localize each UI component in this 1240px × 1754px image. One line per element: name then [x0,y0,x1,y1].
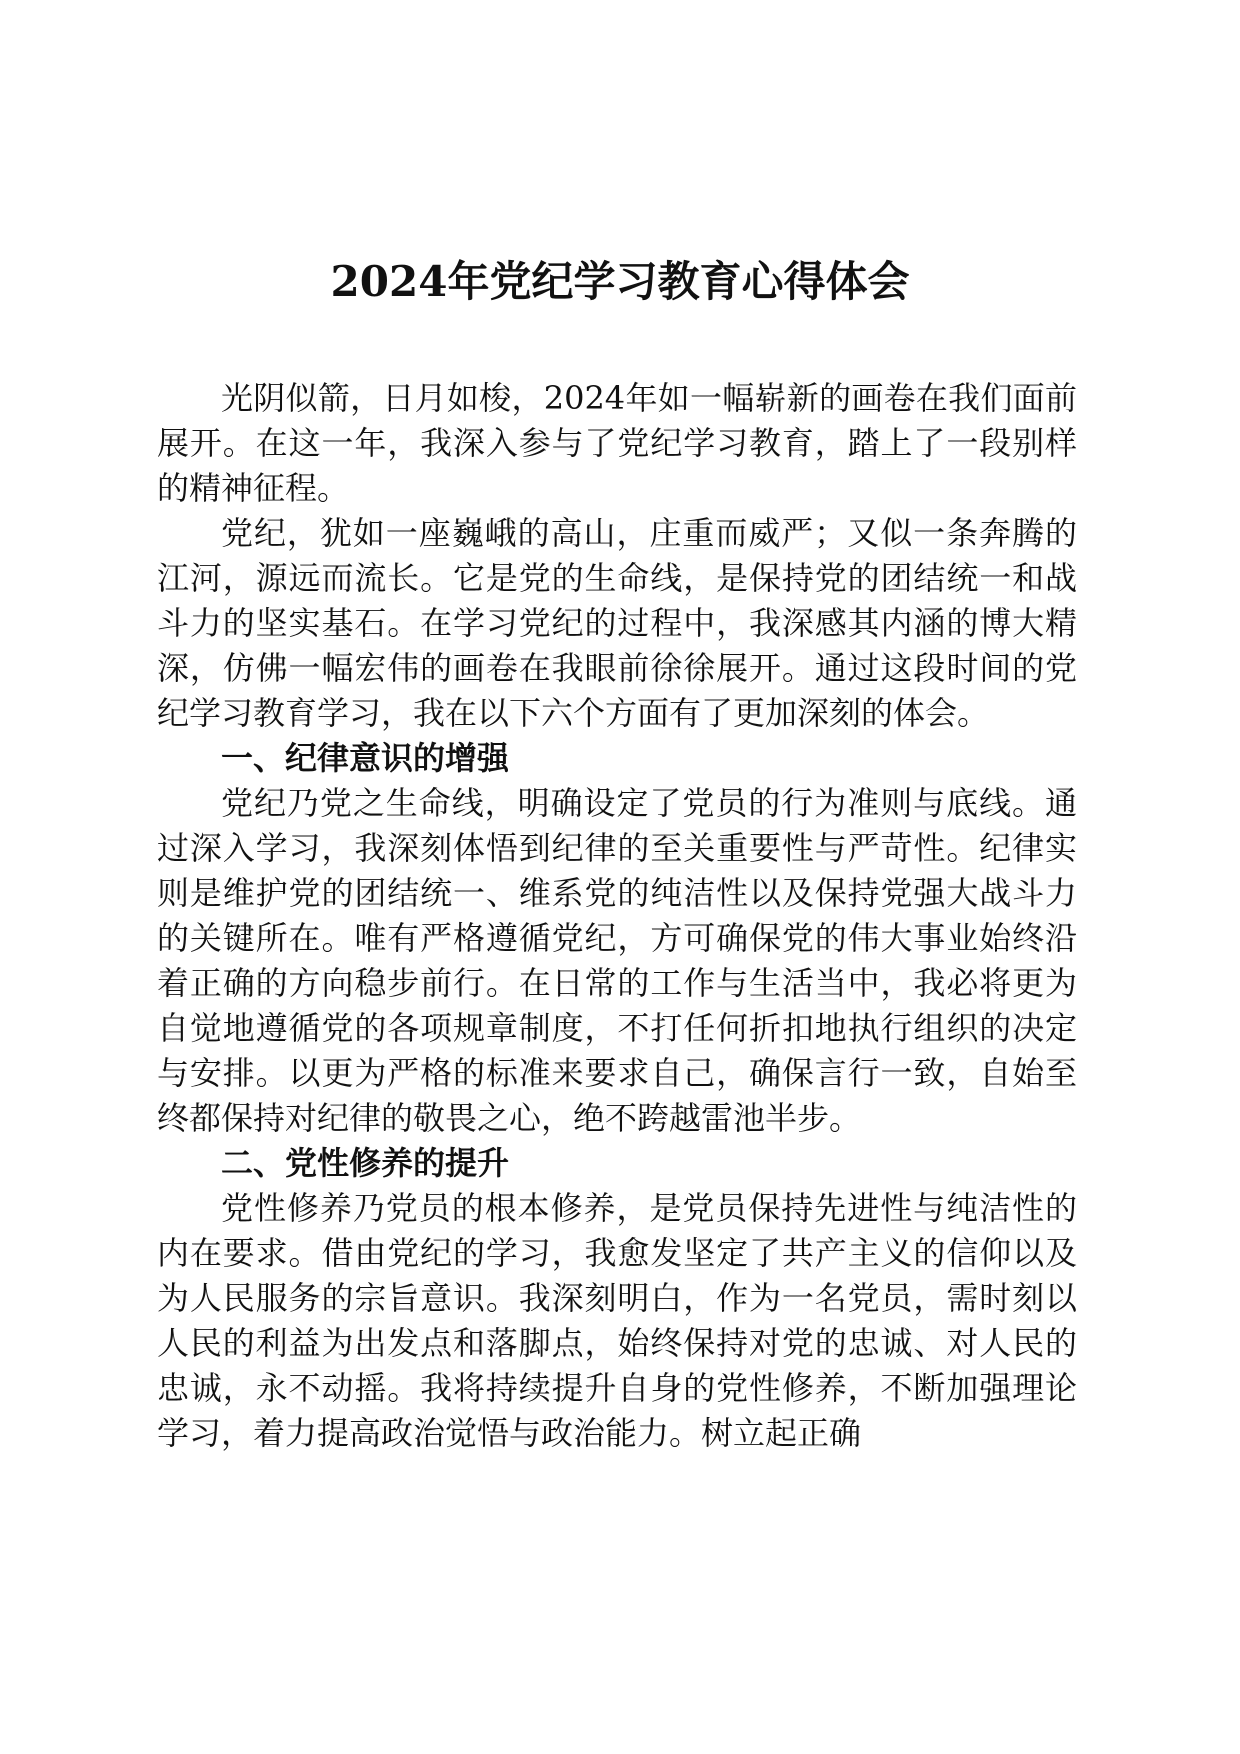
paragraph-overview: 党纪，犹如一座巍峨的高山，庄重而威严；又似一条奔腾的江河，源远而流长。它是党的生命线，是保持党的团结统一和战斗力的坚实基石。在学习党纪的过程中，我深感其内涵的博大精深，仿佛一幅宏伟的画卷在我眼前徐徐展开。通过这段时间的党纪学习教育学习，我在以下六个方面有了更加深刻的体会。 [157,514,1077,732]
section-heading-party-spirit: 二、党性修养的提升 [221,1144,510,1182]
section-text-party-spirit: 党性修养乃党员的根本修养，是党员保持先进性与纯洁性的内在要求。借由党纪的学习，我愈发坚定了共产主义的信仰以及为人民服务的宗旨意识。我深刻明白，作为一名党员，需时刻以人民的利益为出发点和落脚点，始终保持对党的忠诚、对人民的忠诚，永不动摇。我将持续提升自身的党性修养，不断加强理论学习，着力提高政治觉悟与政治能力。树立起正确 [157,1189,1077,1452]
paragraph-intro: 光阴似箭，日月如梭，2024年如一幅崭新的画卷在我们面前展开。在这一年，我深入参与了党纪学习教育，踏上了一段别样的精神征程。 [157,379,1077,507]
document-title: 2024年党纪学习教育心得体会 [330,257,910,306]
section-heading-discipline: 一、纪律意识的增强 [221,739,510,777]
document-body [157,376,1077,1456]
section-text-discipline: 党纪乃党之生命线，明确设定了党员的行为准则与底线。通过深入学习，我深刻体悟到纪律的至关重要性与严苛性。纪律实则是维护党的团结统一、维系党的纯洁性以及保持党强大战斗力的关键所在。唯有严格遵循党纪，方可确保党的伟大事业始终沿着正确的方向稳步前行。在日常的工作与生活当中，我必将更为自觉地遵循党的各项规章制度，不打任何折扣地执行组织的决定与安排。以更为严格的标准来要求自己，确保言行一致，自始至终都保持对纪律的敬畏之心，绝不跨越雷池半步。 [157,784,1077,1137]
